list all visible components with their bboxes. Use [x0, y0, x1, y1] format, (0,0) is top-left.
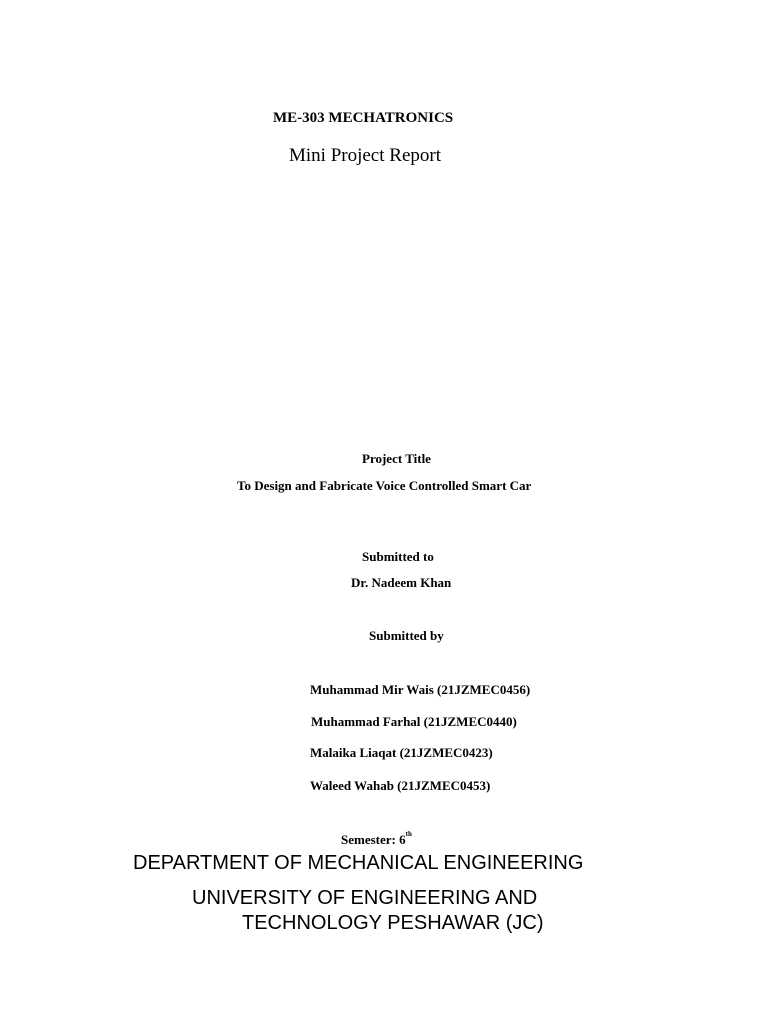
- project-title: To Design and Fabricate Voice Controlled Smart Car: [237, 478, 532, 493]
- semester-suffix: th: [405, 830, 412, 838]
- member-item: Muhammad Mir Wais (21JZMEC0456): [310, 682, 531, 697]
- semester-line: [341, 830, 412, 847]
- supervisor-name: Dr. Nadeem Khan: [351, 575, 452, 590]
- project-title-label: Project Title: [362, 451, 431, 466]
- member-item: Waleed Wahab (21JZMEC0453): [310, 778, 491, 793]
- submitted-by-label: Submitted by: [369, 628, 444, 643]
- member-item: Muhammad Farhal (21JZMEC0440): [311, 714, 517, 729]
- report-type-heading: Mini Project Report: [289, 145, 441, 166]
- submitted-to-label: Submitted to: [362, 549, 434, 564]
- member-item: Malaika Liaqat (21JZMEC0423): [310, 745, 493, 760]
- university-name-line2: TECHNOLOGY PESHAWAR (JC): [242, 912, 544, 934]
- department-name: DEPARTMENT OF MECHANICAL ENGINEERING: [133, 852, 584, 874]
- semester-label: Semester: 6: [341, 832, 406, 847]
- course-code-heading: ME-303 MECHATRONICS: [273, 110, 454, 126]
- university-name-line1: UNIVERSITY OF ENGINEERING AND: [192, 887, 538, 909]
